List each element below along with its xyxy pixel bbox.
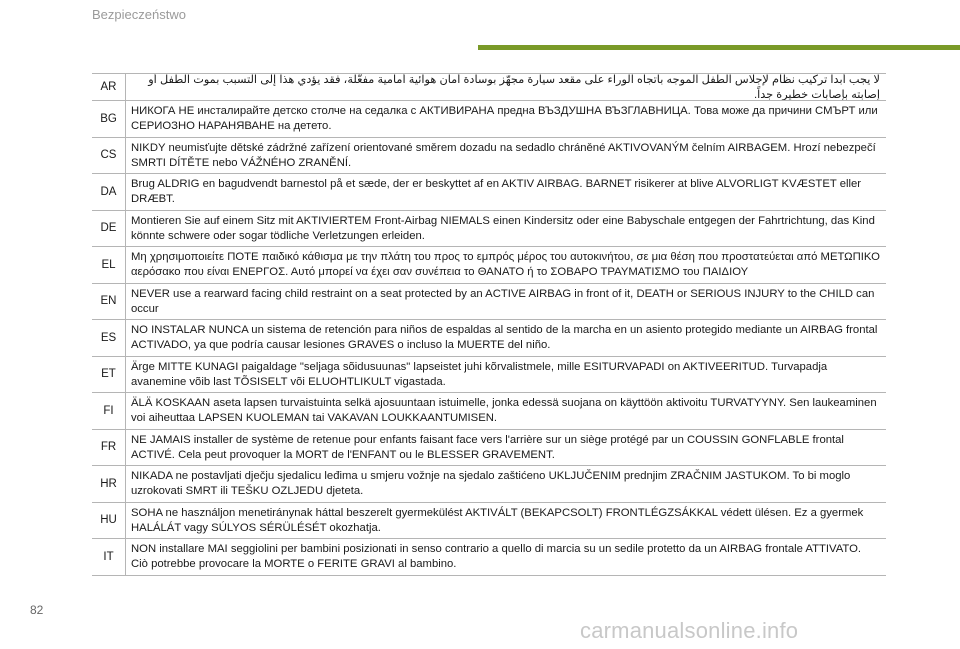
table-row bbox=[92, 320, 886, 357]
warning-text: ÄLÄ KOSKAAN aseta lapsen turvaistuinta selkä ajosuuntaan istuimelle, jonka edessä suojana on käyttöön aktivoitu TURVATYYNY. Sen laukeaminen voi aiheuttaa LAPSEN KUOLEMAN tai VAKAVAN LOUKKAANTUMISEN. bbox=[131, 397, 877, 425]
warning-text: NEVER use a rearward facing child restraint on a seat protected by an ACTIVE AIRBAG in front of it, DEATH or SERIOUS INJURY to the CHILD can occur bbox=[131, 287, 875, 315]
warning-text: NIKADA ne postavljati dječju sjedalicu leđima u smjeru vožnje na sjedalo zaštićeno UKLJUČENIM prednjim ZRAČNIM JASTUKOM. To bi moglo uzrokovati SMRT ili TEŠKU OZLJEDU djeteta. bbox=[131, 470, 851, 498]
language-code: ES bbox=[92, 320, 126, 356]
language-code: FI bbox=[92, 393, 126, 429]
language-code: FR bbox=[92, 430, 126, 466]
table-row bbox=[92, 74, 886, 101]
table-row bbox=[92, 211, 886, 248]
table-row bbox=[92, 174, 886, 211]
language-code: HU bbox=[92, 503, 126, 539]
language-code: CS bbox=[92, 138, 126, 174]
table-row bbox=[92, 466, 886, 503]
table-row bbox=[92, 430, 886, 467]
table-row bbox=[92, 357, 886, 394]
warning-text: Μη χρησιμοποιείτε ΠΟΤΕ παιδικό κάθισμα με την πλάτη του προς το εμπρός μέρος του αυτοκινήτου, σε μια θέση που προστατεύεται από ΜΕΤΩΠΙΚΟ αερόσακο που είναι ΕΝΕΡΓΟΣ. Αυτό μπορεί να έχει σαν συνέπεια το ΘΑΝΑΤΟ ή το ΣΟΒΑΡΟ ΤΡΑΥΜΑΤΙΣΜΟ του ΠΑΙΔΙΟΥ bbox=[131, 251, 880, 279]
language-code: BG bbox=[92, 101, 126, 137]
warning-text: NON installare MAI seggiolini per bambini posizionati in senso contrario a quello di marcia su un sedile protetto da un AIRBAG frontale ATTIVATO. Ciò potrebbe provocare la MORTE o FERITE GRAVI al bambino. bbox=[131, 543, 862, 571]
table-row bbox=[92, 503, 886, 540]
watermark: carmanualsonline.info bbox=[580, 618, 799, 643]
table-row bbox=[92, 284, 886, 321]
warning-text: НИКОГА НЕ инсталирайте детско столче на седалка с АКТИВИРАНА предна ВЪЗДУШНА ВЪЗГЛАВНИЦА. Това може да причини СМЪРТ или СЕРИОЗНО НАРАНЯВАНЕ на детето. bbox=[131, 105, 878, 133]
table-row bbox=[92, 539, 886, 576]
warning-text: NE JAMAIS installer de système de retenue pour enfants faisant face vers l'arrière sur un siège protégé par un COUSSIN GONFLABLE frontal ACTIVÉ. Cela peut provoquer la MORT de l'ENFANT ou le BLESSER GRAVEMENT. bbox=[131, 433, 844, 461]
table-row bbox=[92, 247, 886, 284]
language-code: ET bbox=[92, 357, 126, 393]
section-title: Bezpieczeństwo bbox=[92, 7, 186, 22]
warning-text: Brug ALDRIG en bagudvendt barnestol på et sæde, der er beskyttet af en AKTIV AIRBAG. BARNET risikerer at blive ALVORLIGT KVÆSTET eller DRÆBT. bbox=[131, 178, 862, 206]
warning-text: NIKDY neumisťujte dětské zádržné zařízení orientované směrem dozadu na sedadlo chráněné AKTIVOVANÝM čelním AIRBAGEM. Hrozí nebezpečí SMRTI DÍTĚTE nebo VÁŽNÉHO ZRANĚNÍ. bbox=[131, 141, 876, 169]
language-code: DE bbox=[92, 211, 126, 247]
language-code: AR bbox=[92, 74, 126, 100]
language-code: DA bbox=[92, 174, 126, 210]
page-number: 82 bbox=[30, 603, 44, 617]
language-code: EN bbox=[92, 284, 126, 320]
warning-text: Ärge MITTE KUNAGI paigaldage "seljaga sõidusuunas" lapseistet juhi kõrvalistmele, mille ESITURVAPADI on AKTIVEERITUD. Turvapadja avanemine võib last TÕSISELT või ELUOHTLIKULT vigastada. bbox=[131, 360, 828, 388]
section-accent-bar bbox=[478, 45, 960, 50]
language-code: EL bbox=[92, 247, 126, 283]
warning-text: NO INSTALAR NUNCA un sistema de retención para niños de espaldas al sentido de la marcha en un asiento protegido mediante un AIRBAG frontal ACTIVADO, ya que podría causar lesiones GRAVES o incluso la MUERTE del niño. bbox=[131, 324, 878, 352]
table-row bbox=[92, 138, 886, 175]
table-row bbox=[92, 393, 886, 430]
warning-table bbox=[92, 73, 886, 576]
warning-text: SOHA ne használjon menetiránynak háttal beszerelt gyermekülést AKTIVÁLT (BEKAPCSOLT) FRONTLÉGZSÁKKAL védett ülésen. Ez a gyermek HALÁLÁT vagy SÚLYOS SÉRÜLÉSÉT okozhatja. bbox=[131, 506, 864, 534]
warning-text: Montieren Sie auf einem Sitz mit AKTIVIERTEM Front-Airbag NIEMALS einen Kindersitz oder eine Babyschale entgegen der Fahrtrichtung, das Kind könnte schwere oder sogar tödliche Verletzungen erleiden. bbox=[131, 214, 875, 242]
table-row bbox=[92, 101, 886, 138]
language-code: IT bbox=[92, 539, 126, 575]
warning-text: لا يجب أبداً تركيب نظام لإجلاس الطفل الموجه باتجاه الوراء على مقعد سيارة مجهّز بوسادة أمان هوائية أمامية مفعّلة، فقد يؤدي هذا إلى التسبب بموت الطفل أو إصابته بإصابات خطيرة جداً. bbox=[148, 74, 880, 100]
language-code: HR bbox=[92, 466, 126, 502]
